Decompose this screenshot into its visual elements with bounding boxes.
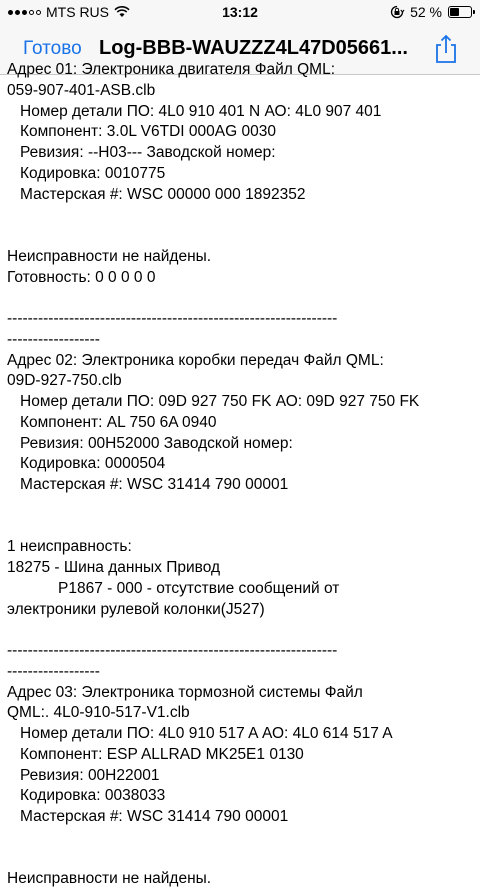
log-line: Неисправности не найдены. bbox=[7, 870, 212, 888]
log-line bbox=[0, 828, 480, 849]
log-line: Ревизия: --H03--- Заводской номер: bbox=[20, 144, 276, 161]
log-line: Неисправности не найдены. bbox=[7, 247, 212, 265]
log-line: QML:. 4L0-910-517-V1.clb bbox=[7, 704, 190, 722]
log-line: 059-907-401-ASB.clb bbox=[7, 81, 156, 99]
battery-icon bbox=[448, 6, 472, 18]
page-title: Log-BBB-WAUZZZ4L47D05661... bbox=[99, 37, 408, 59]
log-line: Компонент: ESP ALLRAD MK25E1 0130 bbox=[20, 745, 304, 763]
log-line: 18275 - Шина данных Привод bbox=[7, 559, 221, 576]
status-time: 13:12 bbox=[222, 4, 258, 20]
log-line: Номер детали ПО: 09D 927 750 FK АО: 09D 927 750 FK bbox=[20, 393, 420, 410]
log-line: Кодировка: 0000504 bbox=[20, 455, 166, 473]
log-line: Ревизия: 00H52000 Заводской номер: bbox=[20, 434, 293, 452]
log-line: Кодировка: 0038033 bbox=[20, 787, 166, 805]
log-line: Готовность: 0 0 0 0 0 bbox=[7, 268, 156, 286]
log-line bbox=[0, 517, 480, 538]
log-line: Компонент: AL 750 6A 0940 bbox=[20, 413, 217, 431]
log-line: Адрес 01: Электроника двигателя Файл QML: bbox=[7, 61, 335, 78]
log-line: ---------------------------------------------------------------- bbox=[7, 310, 338, 327]
carrier-label: MTS RUS bbox=[46, 4, 109, 20]
log-line: Мастерская #: WSC 31414 790 00001 bbox=[20, 476, 289, 493]
log-line bbox=[0, 226, 480, 247]
done-button[interactable]: Готово bbox=[23, 38, 82, 59]
battery-percent: 52 % bbox=[410, 4, 442, 20]
log-content[interactable] bbox=[0, 61, 480, 888]
log-line bbox=[0, 496, 480, 517]
log-line: ------------------ bbox=[7, 330, 100, 348]
log-line: Мастерская #: WSC 00000 000 1892352 bbox=[20, 185, 306, 203]
log-line: 09D-927-750.clb bbox=[7, 372, 122, 390]
log-line bbox=[0, 849, 480, 870]
log-text bbox=[0, 60, 480, 890]
battery-fill bbox=[450, 8, 459, 16]
log-line: Номер детали ПО: 4L0 910 517 A АО: 4L0 614 517 A bbox=[20, 725, 393, 742]
log-line bbox=[0, 288, 480, 309]
log-line: ---------------------------------------------------------------- bbox=[7, 642, 338, 659]
status-right bbox=[390, 4, 472, 20]
log-line: P1867 - 000 - отсутствие сообщений от bbox=[58, 579, 340, 597]
log-line bbox=[0, 620, 480, 641]
log-line: Адрес 03: Электроника тормозной системы Файл bbox=[7, 683, 363, 701]
log-line: Номер детали ПО: 4L0 910 401 N АО: 4L0 907 401 bbox=[20, 102, 382, 120]
log-line: Адрес 02: Электроника коробки передач Файл QML: bbox=[7, 351, 384, 369]
log-line: Компонент: 3.0L V6TDI 000AG 0030 bbox=[20, 123, 276, 141]
log-line: электроники рулевой колонки(J527) bbox=[7, 600, 265, 618]
status-bar bbox=[0, 0, 480, 24]
log-line bbox=[0, 205, 480, 226]
log-line: 1 неисправность: bbox=[7, 538, 132, 556]
log-line: Ревизия: 00H22001 bbox=[20, 766, 160, 784]
log-line: Мастерская #: WSC 31414 790 00001 bbox=[20, 808, 289, 825]
log-line: Кодировка: 0010775 bbox=[20, 164, 166, 182]
orientation-lock-icon bbox=[390, 5, 404, 19]
log-line: ------------------ bbox=[7, 662, 100, 680]
